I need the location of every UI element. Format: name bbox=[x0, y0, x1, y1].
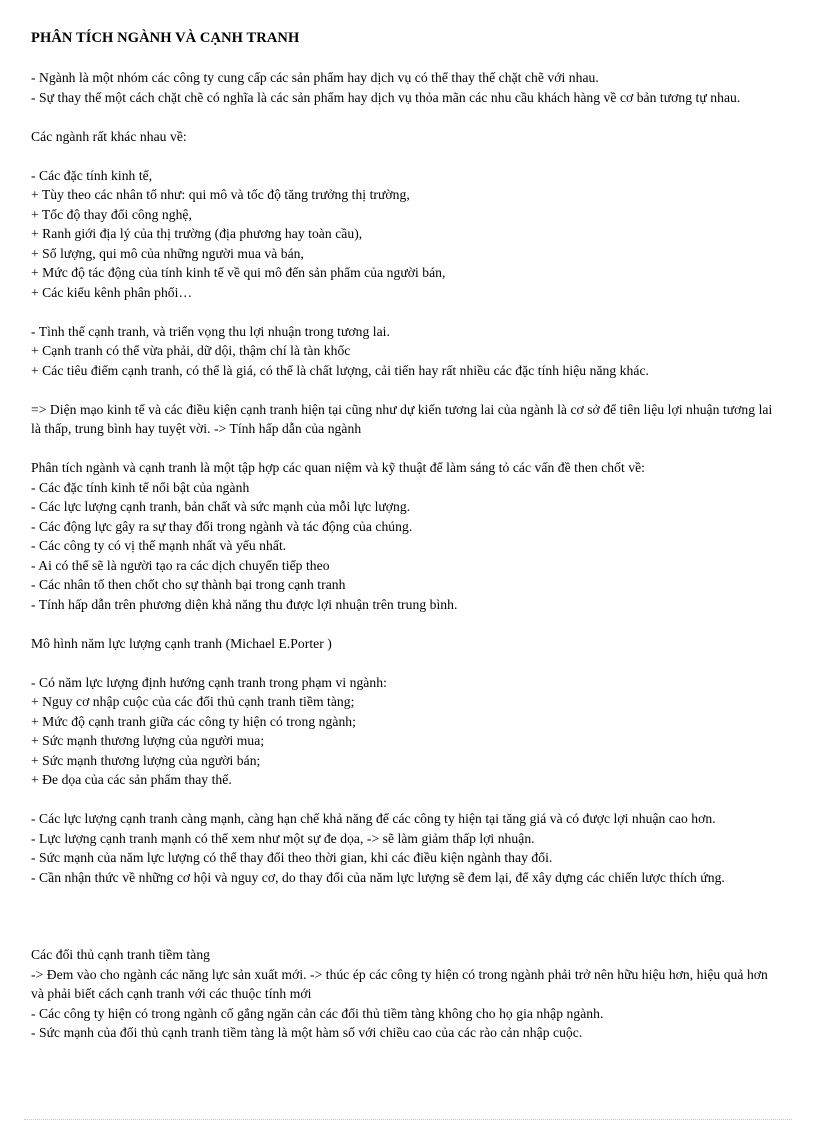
text-line: - Có năm lực lượng định hướng cạnh tranh trong phạm vi ngành: bbox=[31, 674, 387, 690]
text-line: - Sức mạnh của năm lực lượng có thể thay đổi theo thời gian, khi các điều kiện ngành thay đổi. bbox=[31, 850, 553, 865]
text-line: => Diện mạo kinh tế và các điều kiện cạnh tranh hiện tại cũng như dự kiến tương lai của ngành là cơ sở để tiên liệu lợi nhuận tương lai là thấp, trung bình hay tuyệt vời. -> Tính hấp dẫn của ngành bbox=[31, 401, 773, 436]
text-line: + Sức mạnh thương lượng của người mua; bbox=[31, 733, 265, 748]
text-line: Mô hình năm lực lượng cạnh tranh (Michael E.Porter ) bbox=[31, 635, 332, 651]
text-line: -> Đem vào cho ngành các năng lực sản xuất mới. -> thúc ép các công ty hiện có trong ngành phải trở nên hữu hiệu hơn, hiệu quả hơn và phải biết cách cạnh tranh với các thuộc tính mới bbox=[31, 966, 768, 1001]
text-line: - Các đặc tính kinh tế, bbox=[31, 167, 153, 183]
text-line: - Sức mạnh của đối thủ cạnh tranh tiềm tàng là một hàm số với chiều cao của các rào cản nhập cuộc. bbox=[31, 1025, 583, 1040]
paragraph-five-forces-list bbox=[31, 673, 781, 790]
text-line: + Cạnh tranh có thể vừa phải, dữ dội, thậm chí là tàn khốc bbox=[31, 343, 351, 358]
text-line: + Mức độ tác động của tính kinh tế về qui mô đến sản phẩm của người bán, bbox=[31, 265, 446, 280]
document-title: PHÂN TÍCH NGÀNH VÀ CẠNH TRANH bbox=[31, 30, 300, 46]
paragraph-conclusion bbox=[31, 400, 781, 439]
text-line: + Sức mạnh thương lượng của người bán; bbox=[31, 752, 261, 768]
paragraph-competitive-situation bbox=[31, 322, 781, 381]
text-line: + Mức độ cạnh tranh giữa các công ty hiện có trong ngành; bbox=[31, 713, 356, 729]
text-line: + Tùy theo các nhân tố như: qui mô và tốc độ tăng trưởng thị trường, bbox=[31, 187, 410, 202]
text-line: Phân tích ngành và cạnh tranh là một tập hợp các quan niệm và kỹ thuật để làm sáng tỏ các vấn đề then chốt về: bbox=[31, 460, 646, 475]
paragraph-industries-differ bbox=[31, 127, 781, 147]
paragraph-industry-definition bbox=[31, 68, 781, 107]
text-line: + Các kiểu kênh phân phối… bbox=[31, 284, 193, 300]
text-line: Các đối thủ cạnh tranh tiềm tàng bbox=[31, 947, 211, 962]
text-line: - Tình thế cạnh tranh, và triển vọng thu lợi nhuận trong tương lai. bbox=[31, 323, 390, 339]
text-line: + Ranh giới địa lý của thị trường (địa phương hay toàn cầu), bbox=[31, 226, 363, 241]
paragraph-potential-competitors bbox=[31, 945, 781, 1043]
text-line: - Sự thay thế một cách chặt chẽ có nghĩa là các sản phẩm hay dịch vụ thỏa mãn các nhu cầu khách hàng về cơ bản tương tự nhau. bbox=[31, 89, 741, 105]
text-line: + Các tiêu điểm cạnh tranh, có thể là giá, có thể là chất lượng, cải tiến hay rất nhiều các đặc tính hiệu năng khác. bbox=[31, 362, 649, 378]
text-line: - Các động lực gây ra sự thay đổi trong ngành và tác động của chúng. bbox=[31, 518, 413, 534]
text-line: - Các công ty hiện có trong ngành cố gắng ngăn cản các đối thủ tiềm tàng không cho họ gia nhập ngành. bbox=[31, 1005, 604, 1021]
paragraph-forces-strength bbox=[31, 809, 781, 887]
text-line: - Các lực lượng cạnh tranh càng mạnh, càng hạn chế khả năng để các công ty hiện tại tăng giá và có được lợi nhuận cao hơn. bbox=[31, 811, 716, 826]
document-page bbox=[31, 28, 781, 1062]
page-bottom-divider bbox=[24, 1119, 792, 1120]
text-line: - Tính hấp dẫn trên phương diện khả năng thu được lợi nhuận trên trung bình. bbox=[31, 596, 458, 612]
text-line: - Các đặc tính kinh tế nổi bật của ngành bbox=[31, 479, 250, 495]
text-line: + Đe dọa của các sản phẩm thay thế. bbox=[31, 772, 232, 787]
text-line: - Các lực lượng cạnh tranh, bản chất và sức mạnh của mỗi lực lượng. bbox=[31, 499, 411, 514]
paragraph-economic-traits bbox=[31, 166, 781, 303]
text-line: - Các nhân tố then chốt cho sự thành bại trong cạnh tranh bbox=[31, 577, 346, 592]
text-line: + Số lượng, qui mô của những người mua và bán, bbox=[31, 245, 304, 261]
paragraph-industry-analysis bbox=[31, 458, 781, 614]
text-line: Các ngành rất khác nhau về: bbox=[31, 128, 187, 144]
text-line: + Tốc độ thay đổi công nghệ, bbox=[31, 206, 192, 222]
paragraph-five-forces-heading bbox=[31, 634, 781, 654]
text-line: - Ngành là một nhóm các công ty cung cấp các sản phẩm hay dịch vụ có thể thay thế chặt chẽ với nhau. bbox=[31, 70, 599, 85]
text-line: - Ai có thể sẽ là người tạo ra các dịch chuyển tiếp theo bbox=[31, 557, 330, 573]
text-line: - Lực lượng cạnh tranh mạnh có thể xem như một sự đe dọa, -> sẽ làm giảm thấp lợi nhuận. bbox=[31, 830, 535, 846]
text-line: + Nguy cơ nhập cuộc của các đối thủ cạnh tranh tiềm tàng; bbox=[31, 694, 355, 709]
text-line: - Các công ty có vị thế mạnh nhất và yếu nhất. bbox=[31, 538, 287, 553]
text-line: - Cần nhận thức về những cơ hội và nguy cơ, do thay đổi của năm lực lượng sẽ đem lại, để xây dựng các chiến lược thích ứng. bbox=[31, 869, 725, 885]
